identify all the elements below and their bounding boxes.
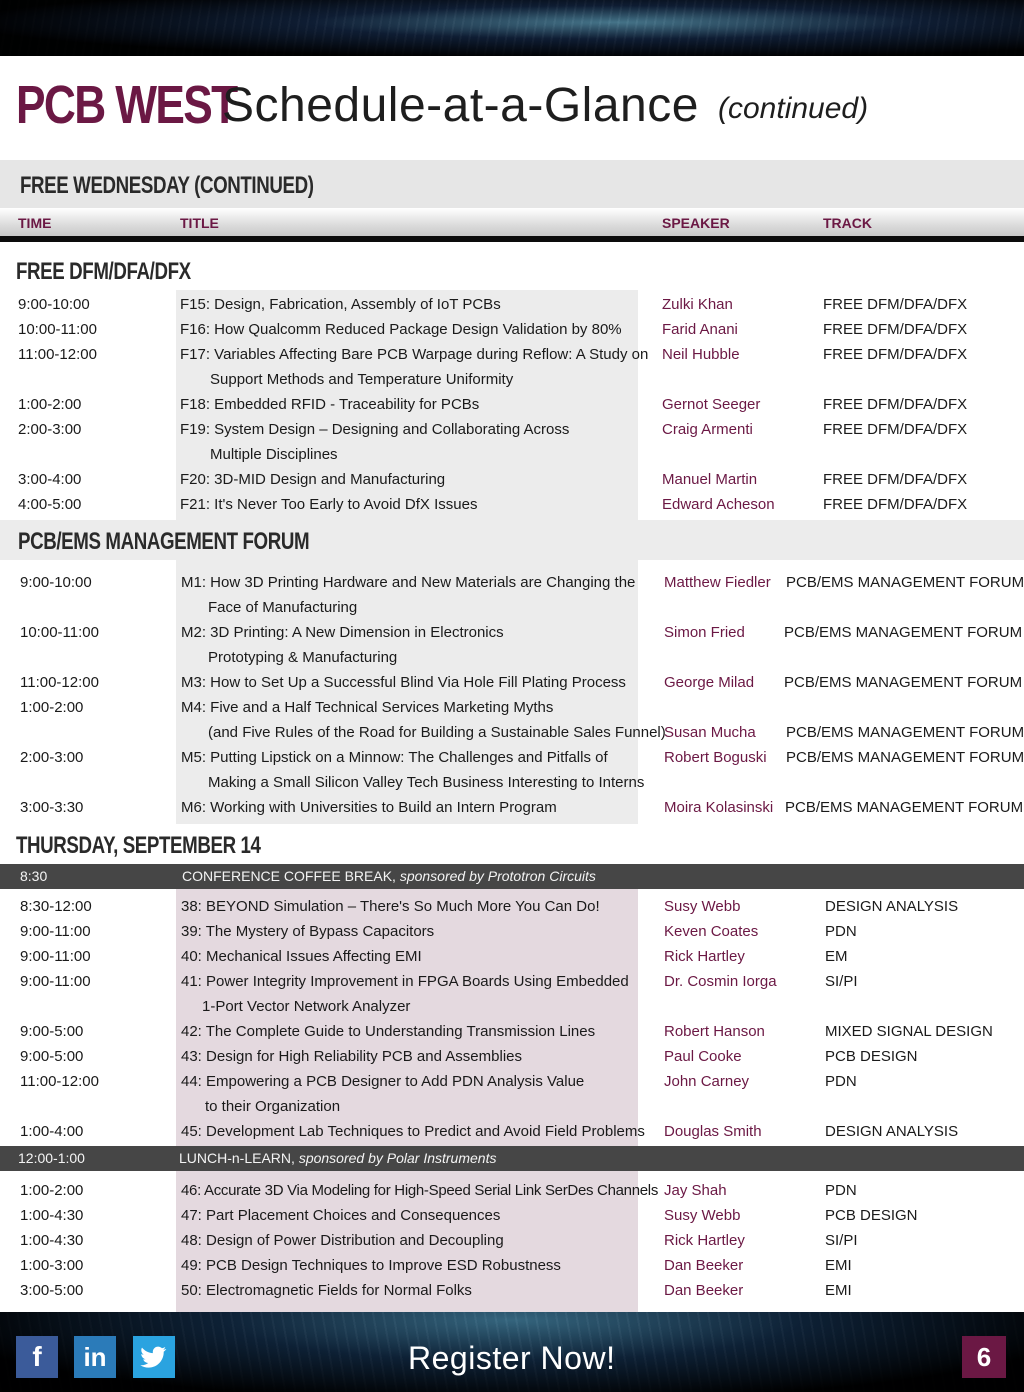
- session-title: F16: How Qualcomm Reduced Package Design Validation by 80%: [180, 321, 622, 338]
- session-speaker: Moira Kolasinski: [664, 799, 774, 816]
- table-row-continuation: [0, 595, 1024, 620]
- session-speaker: Paul Cooke: [664, 1048, 742, 1065]
- session-speaker: Rick Hartley: [664, 1232, 745, 1249]
- session-speaker: Keven Coates: [664, 923, 759, 940]
- table-row: [0, 969, 1024, 994]
- page-header: [0, 56, 1024, 160]
- break-title: LUNCH-n-LEARN,: [179, 1150, 295, 1166]
- table-row-continuation: [0, 442, 1024, 467]
- session-time: 1:00-4:30: [20, 1207, 84, 1224]
- session-time: 9:00-5:00: [20, 1023, 84, 1040]
- session-title: 41: Power Integrity Improvement in FPGA Boards Using Embedded: [181, 973, 629, 990]
- table-row-continuation: [0, 994, 1024, 1019]
- session-time: 11:00-12:00: [20, 1073, 99, 1090]
- section-dfm-heading: [0, 250, 1024, 290]
- table-row: [0, 745, 1024, 770]
- session-title: F21: It's Never Too Early to Avoid DfX Issues: [180, 496, 478, 513]
- session-track: MIXED SIGNAL DESIGN: [825, 1023, 993, 1040]
- break-label: [182, 864, 596, 889]
- session-track: FREE DFM/DFA/DFX: [823, 321, 968, 338]
- session-speaker: Dr. Cosmin Iorga: [664, 973, 777, 990]
- session-time: 1:00-4:30: [20, 1232, 84, 1249]
- ems-session-block: [0, 560, 1024, 824]
- session-track: EMI: [825, 1282, 852, 1299]
- table-row: [0, 1044, 1024, 1069]
- session-time: 9:00-11:00: [20, 973, 91, 990]
- table-row: [0, 317, 1024, 342]
- session-title: M1: How 3D Printing Hardware and New Materials are Changing the: [181, 574, 636, 591]
- session-track: PCB/EMS MANAGEMENT FORUM: [784, 674, 1023, 691]
- session-speaker: Simon Fried: [664, 624, 745, 641]
- session-title-continued: Support Methods and Temperature Uniformity: [210, 371, 514, 388]
- session-time: 9:00-11:00: [20, 948, 91, 965]
- session-time: 9:00-10:00: [20, 574, 92, 591]
- table-row: [0, 894, 1024, 919]
- table-row: [0, 670, 1024, 695]
- thursday-morning-block: [0, 889, 1024, 1146]
- break-sponsor: sponsored by Prototron Circuits: [399, 868, 596, 884]
- session-title: 49: PCB Design Techniques to Improve ESD Robustness: [181, 1257, 561, 1274]
- table-row-continuation: [0, 367, 1024, 392]
- thursday-afternoon-block: [0, 1171, 1024, 1312]
- session-track: PDN: [825, 1073, 857, 1090]
- session-speaker: Gernot Seeger: [662, 396, 761, 413]
- session-speaker: Edward Acheson: [662, 496, 775, 513]
- session-speaker: Susy Webb: [664, 898, 741, 915]
- session-track: EM: [825, 948, 848, 965]
- session-title: 50: Electromagnetic Fields for Normal Folks: [181, 1282, 472, 1299]
- session-time: 11:00-12:00: [18, 346, 97, 363]
- session-time: 10:00-11:00: [18, 321, 97, 338]
- coffee-break-bar: [0, 864, 1024, 889]
- table-row-continuation: [0, 645, 1024, 670]
- session-title: 40: Mechanical Issues Affecting EMI: [181, 948, 422, 965]
- session-speaker: Douglas Smith: [664, 1123, 762, 1140]
- column-header: [0, 208, 1024, 242]
- session-time: 4:00-5:00: [18, 496, 82, 513]
- section-dfm-label: FREE DFM/DFA/DFX: [16, 258, 191, 285]
- session-title: F20: 3D-MID Design and Manufacturing: [180, 471, 446, 488]
- session-time: 9:00-11:00: [20, 923, 91, 940]
- col-track: TRACK: [823, 215, 872, 231]
- session-track: DESIGN ANALYSIS: [825, 898, 959, 915]
- table-row: [0, 1019, 1024, 1044]
- session-speaker: Robert Boguski: [664, 749, 767, 766]
- session-title: M4: Five and a Half Technical Services Marketing Myths: [181, 699, 554, 716]
- register-now-link[interactable]: Register Now!: [408, 1340, 616, 1376]
- table-row: [0, 1178, 1024, 1203]
- table-row: [0, 1203, 1024, 1228]
- table-row: [0, 1278, 1024, 1303]
- break-title: CONFERENCE COFFEE BREAK,: [182, 868, 396, 884]
- session-track: PCB DESIGN: [825, 1207, 918, 1224]
- session-time: 3:00-3:30: [20, 799, 84, 816]
- session-title: 39: The Mystery of Bypass Capacitors: [181, 923, 435, 940]
- table-row: [0, 1119, 1024, 1144]
- day-heading-wednesday: [0, 160, 1024, 208]
- session-title: F15: Design, Fabrication, Assembly of IoT PCBs: [180, 296, 501, 313]
- session-title: F17: Variables Affecting Bare PCB Warpage during Reflow: A Study on: [180, 346, 649, 363]
- session-title: 48: Design of Power Distribution and Decoupling: [181, 1232, 504, 1249]
- session-title: 45: Development Lab Techniques to Predict and Avoid Field Problems: [181, 1123, 645, 1140]
- table-row-continuation: [0, 720, 1024, 745]
- session-track: FREE DFM/DFA/DFX: [823, 421, 968, 438]
- session-speaker: Manuel Martin: [662, 471, 758, 488]
- session-title: F19: System Design – Designing and Collaborating Across: [180, 421, 570, 438]
- break-sponsor: sponsored by Polar Instruments: [298, 1150, 497, 1166]
- session-speaker: Matthew Fiedler: [664, 574, 771, 591]
- session-title: M2: 3D Printing: A New Dimension in Electronics: [181, 624, 504, 641]
- twitter-bird-glyph: [133, 1336, 175, 1378]
- session-track: SI/PI: [825, 973, 858, 990]
- session-title-continued: to their Organization: [205, 1098, 341, 1115]
- session-track: PCB/EMS MANAGEMENT FORUM: [784, 624, 1023, 641]
- break-label: [179, 1146, 496, 1171]
- table-row: [0, 919, 1024, 944]
- table-row: [0, 795, 1024, 820]
- session-title-continued: 1-Port Vector Network Analyzer: [202, 998, 411, 1015]
- session-track: PCB/EMS MANAGEMENT FORUM: [786, 749, 1024, 766]
- session-speaker: Farid Anani: [662, 321, 738, 338]
- session-speaker: Jay Shah: [664, 1182, 727, 1199]
- day-heading-thursday-label: THURSDAY, SEPTEMBER 14: [16, 832, 261, 859]
- session-title-continued: Prototyping & Manufacturing: [208, 649, 398, 666]
- session-title: M6: Working with Universities to Build an Intern Program: [181, 799, 557, 816]
- session-track: PCB DESIGN: [825, 1048, 918, 1065]
- lunch-bar: [0, 1146, 1024, 1171]
- session-track: FREE DFM/DFA/DFX: [823, 496, 968, 513]
- session-time: 2:00-3:00: [20, 749, 84, 766]
- table-row: [0, 342, 1024, 367]
- table-row: [0, 392, 1024, 417]
- linkedin-icon[interactable]: in: [74, 1336, 116, 1378]
- session-speaker: Neil Hubble: [662, 346, 740, 363]
- session-title: 47: Part Placement Choices and Consequences: [181, 1207, 501, 1224]
- session-title: 38: BEYOND Simulation – There's So Much More You Can Do!: [181, 898, 600, 915]
- table-row: [0, 620, 1024, 645]
- page-number: 6: [962, 1336, 1006, 1378]
- session-track: PCB/EMS MANAGEMENT FORUM: [786, 574, 1024, 591]
- session-speaker: Robert Hanson: [664, 1023, 765, 1040]
- session-track: FREE DFM/DFA/DFX: [823, 396, 968, 413]
- day-heading-thursday: [0, 824, 1024, 864]
- table-row-continuation: [0, 770, 1024, 795]
- session-track: FREE DFM/DFA/DFX: [823, 471, 968, 488]
- header-banner-graphic: [0, 0, 1024, 56]
- session-track: DESIGN ANALYSIS: [825, 1123, 959, 1140]
- break-time: 12:00-1:00: [18, 1150, 85, 1166]
- session-time: 2:00-3:00: [18, 421, 82, 438]
- session-title: 44: Empowering a PCB Designer to Add PDN Analysis Value: [181, 1073, 585, 1090]
- session-speaker: George Milad: [664, 674, 755, 691]
- day-heading-label: FREE WEDNESDAY (CONTINUED): [20, 172, 314, 199]
- session-time: 11:00-12:00: [20, 674, 99, 691]
- table-row: [0, 492, 1024, 517]
- session-track: FREE DFM/DFA/DFX: [823, 296, 968, 313]
- session-time: 1:00-4:00: [20, 1123, 84, 1140]
- session-time: 10:00-11:00: [20, 624, 99, 641]
- session-time: 1:00-2:00: [18, 396, 82, 413]
- session-track: EMI: [825, 1257, 852, 1274]
- session-time: 3:00-5:00: [20, 1282, 84, 1299]
- session-track: PCB/EMS MANAGEMENT FORUM: [786, 724, 1024, 741]
- table-row: [0, 467, 1024, 492]
- session-speaker: Dan Beeker: [664, 1282, 744, 1299]
- table-row: [0, 1228, 1024, 1253]
- session-title: 42: The Complete Guide to Understanding Transmission Lines: [181, 1023, 596, 1040]
- session-speaker: Dan Beeker: [664, 1257, 744, 1274]
- table-row: [0, 1069, 1024, 1094]
- session-title: M3: How to Set Up a Successful Blind Via Hole Fill Plating Process: [181, 674, 626, 691]
- session-title: 43: Design for High Reliability PCB and Assemblies: [181, 1048, 522, 1065]
- session-speaker: Rick Hartley: [664, 948, 745, 965]
- session-speaker: John Carney: [664, 1073, 750, 1090]
- session-track: SI/PI: [825, 1232, 858, 1249]
- page-title-continued: (continued): [718, 92, 869, 125]
- table-row: [0, 292, 1024, 317]
- col-time: TIME: [18, 215, 52, 231]
- table-row: [0, 1253, 1024, 1278]
- facebook-icon[interactable]: f: [16, 1336, 58, 1378]
- session-title: 46: Accurate 3D Via Modeling for High-Speed Serial Link SerDes Channels: [181, 1182, 659, 1199]
- table-row: [0, 570, 1024, 595]
- dfm-session-block: [0, 290, 1024, 520]
- session-time: 1:00-3:00: [20, 1257, 84, 1274]
- session-track: PDN: [825, 1182, 857, 1199]
- session-title-continued: (and Five Rules of the Road for Building a Sustainable Sales Funnel): [208, 724, 666, 741]
- session-title: F18: Embedded RFID - Traceability for PCBs: [180, 396, 480, 413]
- col-title: TITLE: [180, 215, 219, 231]
- table-row: [0, 944, 1024, 969]
- twitter-icon[interactable]: [133, 1336, 175, 1378]
- table-row-continuation: [0, 1094, 1024, 1119]
- table-row: [0, 417, 1024, 442]
- session-track: PCB/EMS MANAGEMENT FORUM: [785, 799, 1024, 816]
- session-title: M5: Putting Lipstick on a Minnow: The Challenges and Pitfalls of: [181, 749, 608, 766]
- section-ems-heading: [0, 520, 1024, 560]
- session-track: FREE DFM/DFA/DFX: [823, 346, 968, 363]
- section-ems-label: PCB/EMS MANAGEMENT FORUM: [18, 528, 310, 555]
- session-time: 9:00-10:00: [18, 296, 90, 313]
- break-time: 8:30: [20, 868, 48, 884]
- session-time: 8:30-12:00: [20, 898, 92, 915]
- session-time: 1:00-2:00: [20, 1182, 84, 1199]
- brand-logo-text: PCB WEST: [16, 75, 237, 135]
- session-speaker: Susan Mucha: [664, 724, 756, 741]
- session-title-continued: Making a Small Silicon Valley Tech Business Interesting to Interns: [208, 774, 645, 791]
- session-speaker: Craig Armenti: [662, 421, 753, 438]
- session-time: 3:00-4:00: [18, 471, 82, 488]
- session-time: 9:00-5:00: [20, 1048, 84, 1065]
- session-time: 1:00-2:00: [20, 699, 84, 716]
- session-speaker: Susy Webb: [664, 1207, 741, 1224]
- session-speaker: Zulki Khan: [662, 296, 733, 313]
- session-title-continued: Multiple Disciplines: [210, 446, 338, 463]
- session-track: PDN: [825, 923, 857, 940]
- page-title: Schedule-at-a-Glance: [222, 79, 699, 132]
- table-row: [0, 695, 1024, 720]
- col-speaker: SPEAKER: [662, 215, 730, 231]
- session-title-continued: Face of Manufacturing: [208, 599, 358, 616]
